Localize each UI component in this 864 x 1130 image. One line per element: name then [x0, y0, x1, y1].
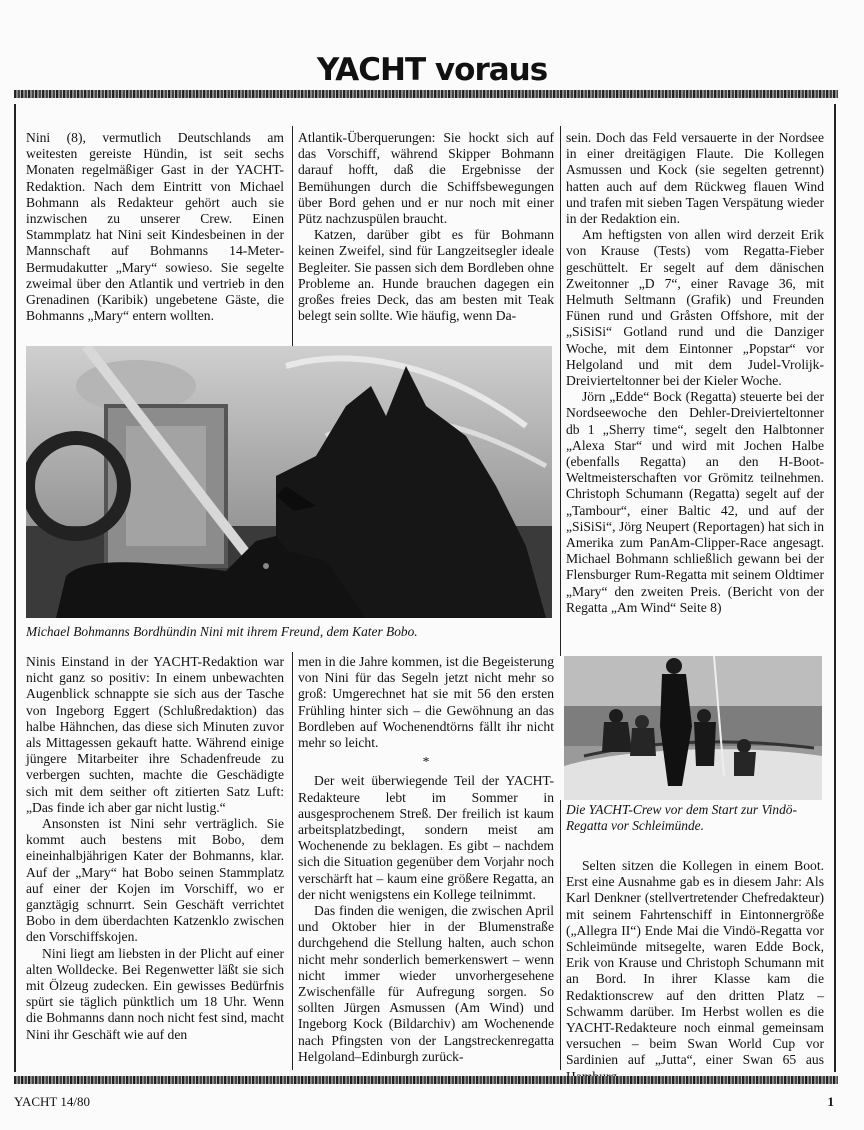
paragraph: Nini (8), vermutlich Deutschlands am weitesten gereiste Hündin, ist seit sechs Monaten regelmäßiger Gast in der YACHT-Redaktion. Nach dem Eintritt von Michael Bohmann als Redakteur gehört auch sie inzwischen zu unserer Crew. Einen Stammplatz hat Nini seit Kindesbeinen in der Mannschaft auf Bohmanns 14-Meter-Bermudakutter „Mary“ sowieso. Sie segelte zweimal über den Atlantik und vertrieb in den Grenadinen (Karibik) ungebetene Gäste, die Bohmanns „Mary“ entern wollten. [26, 130, 284, 324]
paragraph: Das finden die wenigen, die zwischen April und Oktober hier in der Blumenstraße durchgehend die Stellung halten, auch schon nicht mehr sonderlich bemerkenswert – wenn nicht immer wieder unvorhergesehene Zwischenfälle für Aufregung sorgen. So sollten Jürgen Asmussen (Am Wind) und Ingeborg Kock (Bildarchiv) am Wochenende nach Pfingsten von der Langstreckenregatta Helgoland–Edinburgh zurück- [298, 903, 554, 1064]
photo-caption-2: Die YACHT-Crew vor dem Start zur Vindö-Regatta vor Schleimünde. [566, 802, 797, 833]
paragraph: sein. Doch das Feld versauerte in der Nordsee in einer dreitägigen Flaute. Die Kollegen Asmussen und Kock (sie segelten getrennt) hatten auch auf dem Rückweg flauen Wind und trafen mit sieben Tagen Verspätung wieder in der Redaktion ein. [566, 130, 824, 227]
paragraph: Ansonsten ist Nini sehr verträglich. Sie kommt auch bestens mit Bobo, dem eineinhalbjährigen Kater der Bohmanns, klar. Auf der „Mary“ hat Bobo seinen Stammplatz auf einer der Kojen im Vorschiff, wo er ganztägig schnurrt. Sein Geschäft verrichtet Bobo in dem überdachten Katzenklo zwischen den Vorschiffskojen. [26, 816, 284, 945]
paragraph: Jörn „Edde“ Bock (Regatta) steuerte bei der Nordseewoche den Dehler-Dreivierteltonner db 1 „Sherry time“, segelt den Halbtonner „Alexa Star“ und wird mit Jochen Halbe (ebenfalls Regatta) an den H-Boot-Weltmeisterschaften vor Grömitz teilnehmen. Christoph Schumann (Regatta) segelt auf der „Tambour“, einer Baltic 42, und auf der „SiSiSi“, Jörg Neupert (Reportagen) hat sich in Amerika zum PanAm-Clipper-Race angesagt. Michael Bohmann schließlich gewann bei der Flensburger Rum-Regatta mit seinem Oldtimer „Mary“ den zweiten Preis. (Bericht von der Regatta „Am Wind“ Seite 8) [566, 389, 824, 615]
paragraph: Am heftigsten von allen wird derzeit Erik von Krause (Tests) vom Regatta-Fieber geschüttelt. Er segelt auf dem dänischen Zweitonner „D 7“, einer Ravage 36, mit Helmuth Seltmann (Grafik) und Freunden Fünen rund und Gråsten Offshore, mit der „SiSiSi“ Gotland rund und die Danziger Woche, mit dem Eintonner „Popstar“ vor Helgoland und mit dem Judel-Vrolijk-Dreivierteltonner bei der Kieler Woche. [566, 227, 824, 389]
column-3-top [566, 130, 824, 616]
bottom-rule [14, 1076, 838, 1084]
paragraph: Atlantik-Überquerungen: Sie hockt sich auf das Vorschiff, während Skipper Bohmann darauf hofft, daß die Ergebnisse der Bemühungen durch die Schiffsbewegungen über Bord gehen und er nur noch mit einer Pütz nachzuspülen braucht. [298, 130, 554, 227]
column-3-bottom [566, 858, 824, 1085]
paragraph: Selten sitzen die Kollegen in einem Boot. Erst eine Ausnahme gab es in diesem Jahr: Als Karl Denkner (stellvertretender Chefredakteur) mit seinem Fahrtenschiff in Eintonnergröße („Allegra II“) Ende Mai die Vindö-Regatta vor Schleimünde mitsegelte, waren Edde Bock, Erik von Krause und Christoph Schumann mit an Bord. In ihrer Klasse kam die Redaktionscrew auf den dritten Platz – Schwamm darüber. Im Herbst wollen es die YACHT-Redakteure noch einmal gemeinsam versuchen – beim Swan World Cup vor Sardinien auf „Jutta“, einer Swan 65 aus [566, 858, 824, 1068]
section-divider: * [422, 754, 430, 770]
column-1-bottom [26, 654, 284, 1043]
column-rule-3 [292, 652, 293, 1070]
column-rule-2 [560, 126, 561, 656]
paragraph: men in die Jahre kommen, ist die Begeisterung von Nini für das Segeln jetzt nicht mehr so groß: Umgerechnet hat sie mit 56 den ersten Frühling hinter sich – die Gewöhnung an das Bordleben auf Wochenendtörns fällt ihr nicht mehr so leicht. [298, 654, 554, 751]
issue-label: YACHT 14/80 [14, 1094, 90, 1109]
page-number: 1 [827, 1094, 834, 1109]
column-2-top [298, 130, 554, 324]
top-rule [14, 90, 838, 98]
paragraph: Katzen, darüber gibt es für Bohmann keinen Zweifel, sind für Langzeitsegler ideale Begleiter. Sie passen sich dem Bordleben ohne Probleme an. Hunde brauchen dagegen ein großes freies Deck, das am besten mit Teak belegt sein sollte. Wie häufig, wenn Da- [298, 227, 554, 324]
paragraph: Nini liegt am liebsten in der Plicht auf einer alten Wolldecke. Bei Regenwetter läßt sie sich mit Ölzeug zudecken. Ein gewisses Bedürfnis spürt sie täglich pünktlich um 18 Uhr. Wenn die Bohmanns dann noch nicht fest sind, macht Nini ihr Geschäft wie auf den [26, 945, 284, 1042]
masthead-title: YACHT voraus [316, 52, 548, 88]
column-2-bottom [298, 654, 554, 1065]
photo-yacht-crew [564, 656, 822, 800]
column-rule-1 [292, 126, 293, 346]
photo-dog-and-cat [26, 346, 552, 618]
photo-yacht-crew-image [564, 656, 822, 800]
photo-dog-and-cat-image [26, 346, 552, 618]
paragraph: Ninis Einstand in der YACHT-Redaktion war nicht ganz so positiv: In einem unbewachten Augenblick schnappte sie sich aus der Tasche von Ingeborg Eggert (Schlußredaktion) das halbe Hähnchen, das diese sich Minuten zuvor als Mittagessen gekauft hatte. Während einige jüngere Mitarbeiter ihre Schadenfreude zu verbergen suchten, machte die Geschädigte sich mit dem seither oft zitierten Satz Luft: „Das finde ich aber gar nicht lustig.“ [26, 654, 284, 815]
column-1-top [26, 130, 284, 324]
photo-caption-1: Michael Bohmanns Bordhündin Nini mit ihrem Freund, dem Kater Bobo. [26, 624, 418, 639]
column-rule-4 [560, 800, 561, 1070]
paragraph: Der weit überwiegende Teil der YACHT-Redakteure lebt im Sommer in ausgesprochenem Streß. Der freilich ist kaum arbeitsplatzbedingt, sondern meist am Wochenende zu beklagen. Es gibt – nachdem sich die Situation gegenüber dem Vorjahr noch verschärft hat – kaum eine größere Regatta, an der nicht wenigstens ein Kollege teilnimmt. [298, 773, 554, 902]
